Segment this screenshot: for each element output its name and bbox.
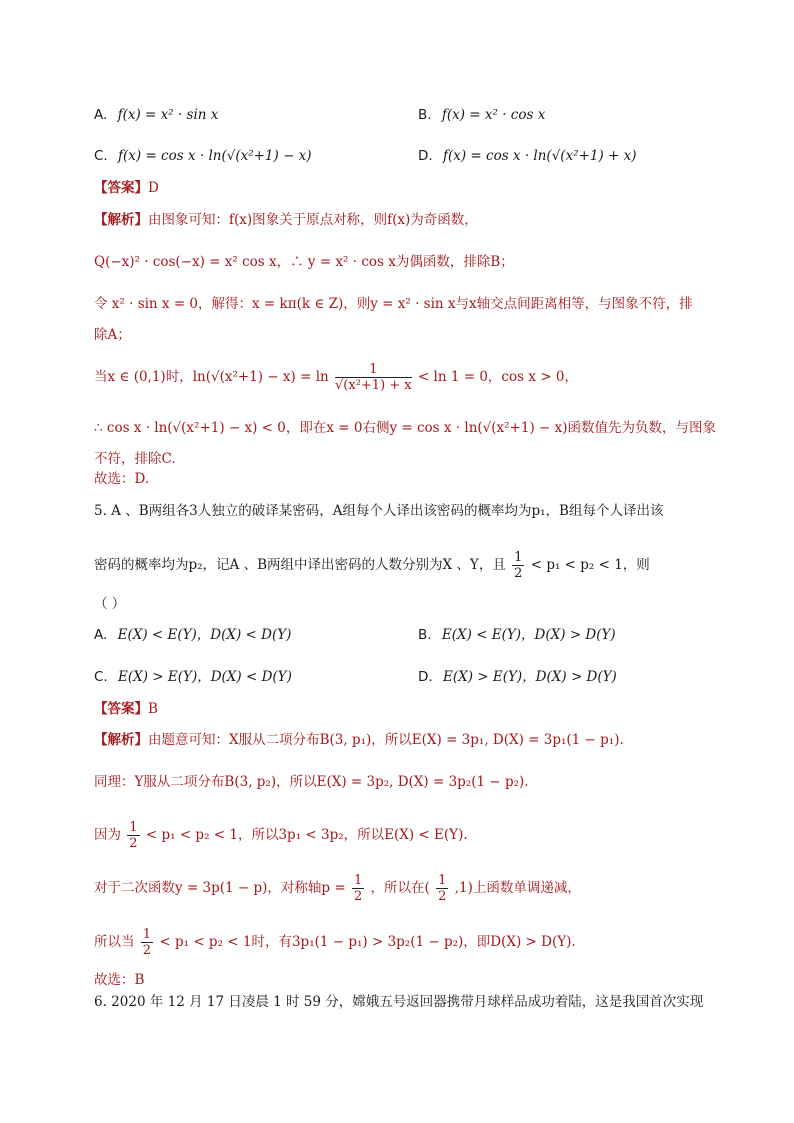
q5-option-c-label: C. [94, 669, 108, 685]
q4-option-d-label: D. [418, 148, 433, 164]
q5-analysis-text-5b: < p₁ < p₂ < 1时，有3p₁(1 − p₁) > 3p₂(1 − p₂)，即D(X) > D(Y). [159, 934, 576, 950]
q5-final: 故选：B [94, 972, 145, 988]
q4-analysis-line-2: Q(−x)² · cos(−x) = x² cos x，∴ y = x² · cos x为偶函数，排除B； [94, 254, 514, 270]
q5-answer-tag: 【答案】 [94, 701, 148, 717]
q5-analysis-half-4-den: 2 [142, 943, 152, 958]
q5-analysis-text-4c: ,1)上函数单调递减， [454, 880, 581, 896]
q4-analysis-line-1 [94, 210, 478, 230]
q5-analysis-half-3-den: 2 [438, 889, 447, 904]
q5-answer [94, 699, 158, 719]
q5-stem-line-3: （ ） [94, 596, 126, 612]
q4-analysis-fraction [335, 362, 412, 393]
q4-option-c-expr: f(x) = cos x · ln(√(x²+1) − x) [118, 148, 312, 164]
q5-analysis-tag: 【解析】 [94, 732, 148, 748]
q5-analysis-text-3b: < p₁ < p₂ < 1，所以3p₁ < 3p₂，所以E(X) < E(Y). [145, 827, 468, 843]
q4-analysis-line-3: 令 x² · sin x = 0，解得：x = kπ(k ∈ Z)，则y = x² · sin x与x轴交点间距离相等，与图象不符，排 [94, 296, 693, 312]
q5-analysis-text-4b: ，所以在( [370, 880, 430, 896]
q5-stem-line-1: 5. A 、B两组各3人独立的破译某密码，A组每个人译出该密码的概率均为p₁，B组每个人译出该 [94, 503, 664, 519]
q4-option-d [418, 146, 637, 166]
q4-answer-tag: 【答案】 [94, 180, 148, 196]
q5-analysis-line-1 [94, 730, 624, 750]
q4-option-a-expr: f(x) = x² · sin x [117, 107, 219, 123]
q4-analysis-text-1: 由图象可知：f(x)图象关于原点对称，则f(x)为奇函数， [148, 212, 478, 228]
q4-analysis-text-5a: 当x ∈ (0,1)时，ln(√(x²+1) − x) = ln [94, 369, 329, 385]
q4-analysis-line-4: 除A； [94, 327, 131, 343]
q5-analysis-half-1-den: 2 [129, 836, 138, 851]
q5-option-b-label: B. [418, 627, 432, 643]
q5-answer-value: B [148, 701, 158, 717]
q5-analysis-half-2-den: 2 [353, 889, 363, 904]
q5-analysis-text-5a: 所以当 [94, 934, 135, 950]
q5-stem-half [512, 550, 524, 581]
q5-analysis-text-4a: 对于二次函数y = 3p(1 − p)，对称轴p = [94, 880, 346, 896]
q4-analysis-line-5 [94, 362, 578, 393]
q5-stem-line-2 [94, 550, 650, 581]
q5-analysis-line-3 [94, 820, 468, 851]
q4-analysis-tag: 【解析】 [94, 212, 148, 228]
q5-analysis-half-3 [436, 873, 448, 904]
q4-option-a-label: A. [94, 107, 108, 123]
q5-option-a [94, 625, 291, 645]
q4-analysis-line-6: ∴ cos x · ln(√(x²+1) − x) < 0，即在x = 0右侧y = cos x · ln(√(x²+1) − x)函数值先为负数，与图象 [94, 420, 717, 436]
q5-option-d-label: D. [418, 669, 433, 685]
q4-option-c [94, 146, 312, 166]
q5-analysis-half-3-num: 1 [438, 873, 447, 888]
q4-fraction-numerator: 1 [335, 362, 412, 378]
q5-option-d [418, 667, 617, 687]
q5-analysis-line-2: 同理：Y服从二项分布B(3, p₂)，所以E(X) = 3p₂, D(X) = 3p₂(1 − p₂). [94, 774, 529, 790]
q4-analysis-text-5b: < ln 1 = 0，cos x > 0， [417, 369, 578, 385]
q4-analysis-line-7: 不符，排除C. [94, 451, 176, 467]
q5-option-b-expr: E(X) < E(Y)，D(X) > D(Y) [441, 627, 616, 643]
q5-analysis-text-1: 由题意可知：X服从二项分布B(3, p₁)，所以E(X) = 3p₁, D(X) = 3p₁(1 − p₁). [148, 732, 624, 748]
q5-analysis-half-4 [141, 927, 153, 958]
q5-stem-text-2a: 密码的概率均为p₂，记A 、B两组中译出密码的人数分别为X 、Y，且 [94, 557, 506, 573]
q5-analysis-half-2 [352, 873, 364, 904]
q5-analysis-line-5 [94, 927, 576, 958]
q5-half-denominator: 2 [514, 566, 523, 581]
q5-analysis-half-4-num: 1 [142, 927, 152, 942]
q5-half-numerator: 1 [514, 550, 523, 565]
q5-option-c-expr: E(X) > E(Y)，D(X) < D(Y) [118, 669, 292, 685]
q5-analysis-half-1-num: 1 [129, 820, 138, 835]
q5-analysis-text-3a: 因为 [94, 827, 121, 843]
q4-option-a [94, 105, 218, 125]
q6-stem-line-1: 6. 2020 年 12 月 17 日凌晨 1 时 59 分，嫦娥五号返回器携带月球样品成功着陆，这是我国首次实现 [94, 994, 704, 1010]
q4-answer [94, 178, 159, 198]
q5-analysis-half-1 [127, 820, 139, 851]
q5-analysis-line-4 [94, 873, 581, 904]
q4-answer-value: D [148, 180, 159, 196]
q5-option-d-expr: E(X) > E(Y)，D(X) > D(Y) [442, 669, 617, 685]
q5-option-b [418, 625, 616, 645]
q5-option-c [94, 667, 292, 687]
q4-option-b-expr: f(x) = x² · cos x [441, 107, 546, 123]
q4-option-d-expr: f(x) = cos x · ln(√(x²+1) + x) [442, 148, 637, 164]
q4-fraction-denominator: √(x²+1) + x [335, 378, 412, 393]
q5-stem-text-2b: < p₁ < p₂ < 1，则 [530, 557, 650, 573]
q4-option-b-label: B. [418, 107, 432, 123]
q4-option-b [418, 105, 545, 125]
q5-option-a-label: A. [94, 627, 108, 643]
q5-option-a-expr: E(X) < E(Y)，D(X) < D(Y) [117, 627, 292, 643]
q5-analysis-half-2-num: 1 [353, 873, 363, 888]
q4-option-c-label: C. [94, 148, 108, 164]
q4-analysis-line-8: 故选：D. [94, 471, 150, 487]
